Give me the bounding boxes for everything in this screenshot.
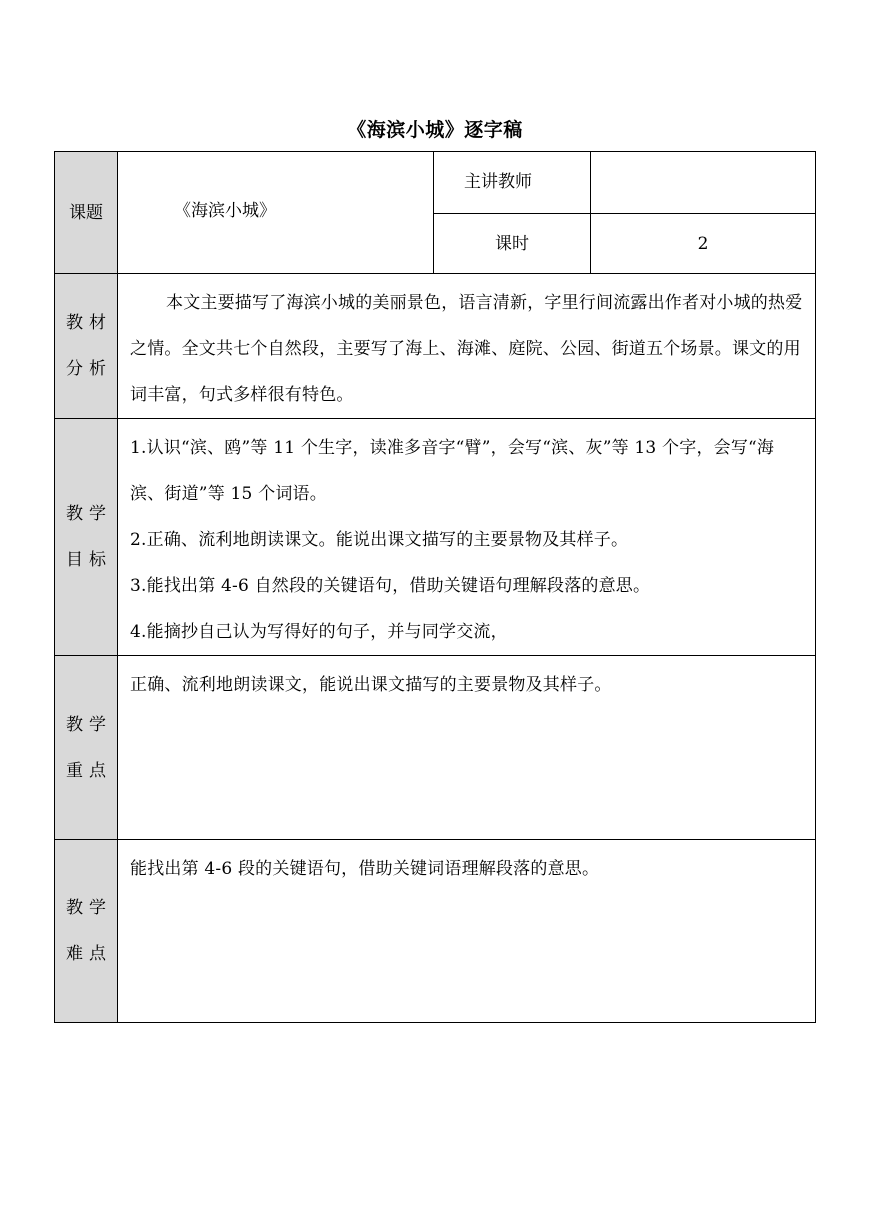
lesson-plan-table <box>54 151 816 1023</box>
difficult-points-content-cell <box>118 840 816 1023</box>
key-points-content-cell <box>118 656 816 840</box>
material-analysis-label-1: 教材 <box>66 313 112 333</box>
material-analysis-row <box>55 274 816 419</box>
period-label: 课时 <box>495 233 529 254</box>
teaching-goal-item: 2.正确、流利地朗读课文。能说出课文描写的主要景物及其样子。 <box>130 530 629 550</box>
material-analysis-text: 本文主要描写了海滨小城的美丽景色，语言清新，字里行间流露出作者对小城的热爱之情。全文共七个自然段，主要写了海上、海滩、庭院、公园、街道五个场景。课文的用词丰富，句式多样很有特色。 <box>130 293 803 405</box>
teacher-label: 主讲教师 <box>464 172 532 192</box>
period-label-cell <box>434 214 591 274</box>
teaching-goals-row <box>55 419 816 656</box>
topic-value-cell <box>118 152 434 274</box>
period-value-cell <box>591 214 816 274</box>
teacher-label-cell <box>434 152 591 214</box>
material-analysis-label-2: 分析 <box>66 359 112 379</box>
topic-label-cell <box>55 152 118 274</box>
teaching-goals-content-cell <box>118 419 816 656</box>
difficult-points-label-2: 难点 <box>66 944 112 964</box>
key-points-label-2: 重点 <box>66 760 112 781</box>
period-value: 2 <box>697 233 709 254</box>
difficult-points-row <box>55 840 816 1023</box>
key-points-label-1: 教学 <box>66 714 112 735</box>
teaching-goal-item: 3.能找出第 4-6 自然段的关键语句，借助关键语句理解段落的意思。 <box>130 576 651 596</box>
topic-label: 课题 <box>69 202 103 223</box>
material-analysis-label-cell <box>55 274 118 419</box>
key-points-row <box>55 656 816 840</box>
teaching-goal-item: 4.能摘抄自己认为写得好的句子，并与同学交流， <box>130 622 508 642</box>
teacher-value-cell <box>591 152 816 214</box>
teaching-goals-label-cell <box>55 419 118 656</box>
difficult-points-label-cell <box>55 840 118 1023</box>
key-points-label-cell <box>55 656 118 840</box>
teaching-goals-label-2: 目标 <box>66 550 112 570</box>
key-points-text: 正确、流利地朗读课文，能说出课文描写的主要景物及其样子。 <box>130 675 612 695</box>
material-analysis-content-cell <box>118 274 816 419</box>
difficult-points-label-1: 教学 <box>66 898 112 918</box>
difficult-points-text: 能找出第 4-6 段的关键语句，借助关键词语理解段落的意思。 <box>130 859 600 879</box>
document-title: 《海滨小城》逐字稿 <box>347 119 523 141</box>
teaching-goals-label-1: 教学 <box>66 504 112 524</box>
topic-value: 《海滨小城》 <box>174 200 276 221</box>
topic-row-1 <box>55 152 816 214</box>
teaching-goal-item: 1.认识“滨、鸥”等 11 个生字，读准多音字“臂”，会写“滨、灰”等 13 个字，会写“海滨、街道”等 15 个词语。 <box>130 438 775 504</box>
